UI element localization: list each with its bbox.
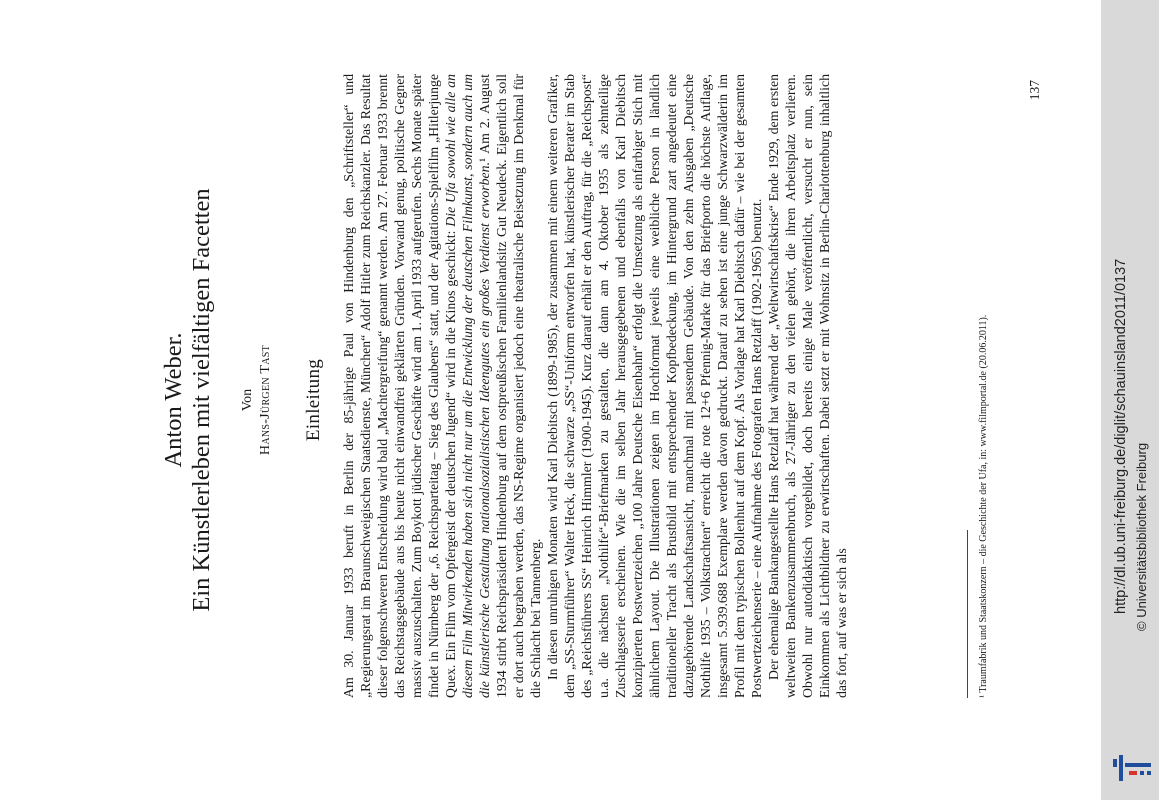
- url-holder: [1113, 258, 1133, 614]
- footnote: ¹ Traumfabrik und Staatskonzern – die Geschichte der Ufa, in: www.filmportal.de (20.06.2011).: [978, 314, 989, 698]
- paragraph-1-text: Am 30. Januar 1933 beruft in Berlin der 85-jährige Paul von Hindenburg den „Schriftsteller“ und „Regierungsrat im Braunschweigischen Staatsdienste, München“ Adolf Hitler zum Reichskanzler. Das Resultat dieser folgenschweren Entscheidung wird bald „Machtergreifung“ genannt werden. Am 27. Februar 1933 brennt das Reichstagsgebäude aus bis heute nicht einwandfrei geklärten Gründen. Vorwand genug, politische Gegner massiv auszuschalten. Zum Boykott jüdischer Geschäfte wird am 1. April 1933 aufgerufen. Sechs Monate später findet in Nürnberg der „6. Reichsparteitag – Sieg des Glaubens“ statt, und der Agitations-Spielfilm „Hitlerjunge Quex. Ein Film vom Opfergeist der deutschen Jugend“ wird in die Kinos geschickt:: [341, 74, 458, 698]
- title-line-2: Ein Künstlerleben mit vielfältigen Facetten: [188, 188, 215, 612]
- ub-freiburg-logo-icon: [1110, 745, 1158, 793]
- author-name: Hans-Jürgen Tast: [258, 344, 273, 456]
- page-number: 137: [1027, 80, 1042, 101]
- paragraph-3: Der ehemalige Bankangestellte Hans Retzlaff hat während der „Weltwirtschaftskrise“ Ende 1929, dem ersten weltweiten Bankenzusammenbruch, als 27-Jähriger zu den vielen gehört, die ihren Arbeitsplatz verlieren. Obwohl nur autodidaktisch vorgebildet, doch bereits einige Male veröffentlicht, versucht er nun, sein Einkommen als Lichtbildner zu erwirtschaften. Dabei setzt er mit Wohnsitz in Berlin-Charlottenburg inhaltlich das fort, auf was er sich als: [766, 74, 849, 698]
- article-body: [340, 74, 850, 698]
- paragraph-1: [340, 74, 544, 698]
- quote-italic: Die Ufa sowohl wie alle an diesem Film Mitwirkenden haben sich nicht nur um die Entwicklung der deutschen Filmkunst, sondern auch um die künstlerische Gestaltung nationalsozialistischen Ideengutes ein großes Verdienst erworben.: [443, 73, 492, 698]
- paragraph-1-continued: ¹ Am 2. August 1934 stirbt Reichspräsident Hindenburg auf dem ostpreußischen Familienlandsitz Gut Neudeck. Eigentlich soll er dort auch begraben werden, das NS-Regime organisiert jedoch eine theatralische Beisetzung im Denkmal für die Schlacht bei Tannenberg.: [477, 74, 543, 698]
- source-url-link[interactable]: http://dl.ub.uni-freiburg.de/diglit/schauinsland2011/0137: [1113, 258, 1129, 614]
- section-heading: Einleitung: [303, 358, 324, 442]
- title-line-1: Anton Weber.: [160, 332, 187, 468]
- library-sidebar: [1101, 0, 1159, 800]
- author-prefix: Von: [240, 388, 255, 412]
- credit-holder: [1134, 418, 1154, 631]
- copyright-credit: © Universitätsbibliothek Freiburg: [1134, 442, 1149, 631]
- footnote-divider: [967, 530, 968, 698]
- article-title: [160, 100, 216, 700]
- paragraph-2: In diesen unruhigen Monaten wird Karl Diebitsch (1899-1985), der zusammen mit einem weiteren Grafiker, dem „SS-Sturmführer“ Walter Heck, die schwarze „SS“-Uniform entworfen hat, künstlerischer Berater im Stab des „Reichsführers SS“ Heinrich Himmler (1900-1945). Kurz darauf erhält er den Auftrag, für die „Reichspost“ u.a. die nächsten „Nothilfe“-Briefmarken zu gestalten, die dann am 4. Oktober 1935 als zehnteilige Zuschlagsserie erscheinen. Wie die im selben Jahr herausgegebenen und ebenfalls von Karl Diebitsch konzipierten Postwertzeichen „100 Jahre Deutsche Eisenbahn“ erfolgt die Umsetzung als einfarbiger Stich mit ähnlichem Layout. Die Illustrationen zeigen im Hochformat jeweils eine weibliche Person in ländlich traditioneller Tracht als Brustbild mit entsprechender Kopfbedeckung, im Hintergrund zart angedeutet eine dazugehörende Landschaftsansicht, manchmal mit passendem Gebäude. Von den zehn Ausgaben „Deutsche Nothilfe 1935 – Volkstrachten“ erreicht die rote 12+6 Pfennig-Marke für das Briefporto die höchste Auflage, insgesamt 5.939.688 Exemplare werden davon gedruckt. Darauf zu sehen ist eine junge Schwarzwälderin im Profil mit dem typischen Bollenhut auf dem Kopf. Als Vorlage hat Karl Diebitsch dafür – wie bei der gesamten Postwertzeichenserie – eine Aufnahme des Fotografen Hans Retzlaff (1902-1965) benutzt.: [545, 74, 764, 698]
